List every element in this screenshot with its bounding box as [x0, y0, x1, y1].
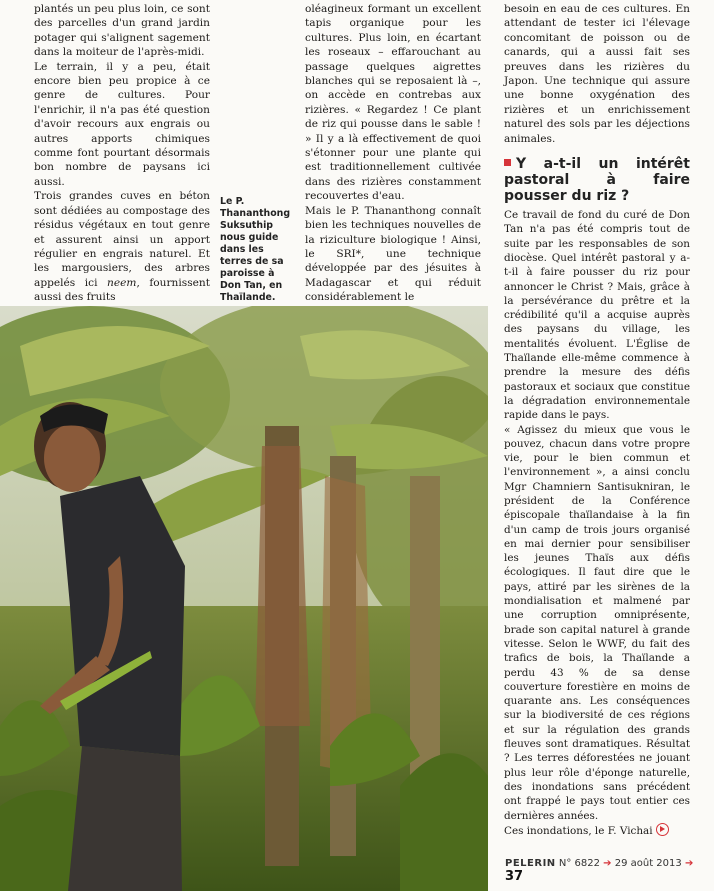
- italic-term: neem: [107, 276, 137, 289]
- paragraph: Le terrain, il y a peu, était encore bien peu propice à ce genre de cultures. Pour l'enrichir, il n'a pas été question d'avoir recours aux engrais ou autres apports chimiques comme font pourtant désormais bon nombre de paysans ici aussi.: [34, 60, 210, 188]
- section-subheading: [504, 156, 690, 204]
- paragraph: plantés un peu plus loin, ce sont des parcelles d'un grand jardin potager qui s'alignent sagement dans la moiteur de l'après-midi.: [34, 3, 210, 59]
- paragraph: [34, 189, 210, 304]
- paragraph: [504, 823, 690, 838]
- paragraph-text: Ces inondations, le F. Vichai: [504, 824, 653, 837]
- subheading-text: Y a-t-il un intérêt pastoral à faire pousser du riz ?: [504, 156, 690, 205]
- paragraph: « Agissez du mieux que vous le pouvez, chacun dans votre propre vie, pour le bien commun et l'environnement », a ainsi conclu Mgr Chamniern Santisukniran, le président de la Conférence épiscopale thaïlandaise à la fin d'un camp de trois jours organisé en mai dernier pour sensibiliser les jeunes Thaïs aux défis écologiques. Il faut dire que le pays, attiré par les sirènes de la mondialisation et malmené par une corruption omniprésente, brade son capital naturel à grande vitesse. Selon le WWF, du fait des trafics de bois, la Thaïlande a perdu 43 % de sa dense couverture forestière en moins de quarante ans. Les conséquences sur la biodiversité de ces régions et sur la régulation des grands fleuves sont dramatiques. Résultat ? Les terres déforestées ne jouant plus leur rôle d'éponge naturelle, des inondations sans précédent ont frappé le pays tout entier ces dernières années.: [504, 423, 690, 822]
- article-column-1: [34, 2, 210, 305]
- paragraph: Ce travail de fond du curé de Don Tan n'a pas été compris tout de suite par les responsables de son diocèse. Quel intérêt pastoral y a-t-il à faire pousser du riz pour annoncer le Christ ? Mais, grâce à la persévérance du prêtre et la crédibilité qu'il a acquise auprès des paysans du village, les mentalités évoluent. L'Église de Thaïlande elle-même commence à prendre la mesure des défis pastoraux et sociaux que constitue la dégradation environnementale rapide dans le pays.: [504, 209, 690, 422]
- photo-caption: Le P. Thananthong Suksuthip nous guide dans les terres de sa paroisse à Don Tan, en Thaïlande.: [220, 196, 291, 303]
- page-footer: [505, 858, 695, 884]
- article-column-2: [305, 2, 481, 305]
- page-number: 37: [505, 869, 524, 884]
- magazine-name: PELERIN: [505, 858, 556, 869]
- red-square-icon: [504, 159, 511, 166]
- photo-priest-in-garden: [0, 306, 488, 891]
- paragraph: Mais le P. Thananthong connaît bien les techniques nouvelles de la riziculture biologique ! Ainsi, le SRI*, une technique développée par des jésuites à Madagascar et qui réduit considérablement le: [305, 204, 481, 304]
- arrow-icon: ➔: [684, 858, 694, 869]
- paragraph-text: , fournissent aussi des fruits: [34, 276, 210, 304]
- article-photo: [0, 306, 488, 891]
- paragraph: besoin en eau de ces cultures. En attendant de tester ici l'élevage concomitant de poisson ou de canards, qui a aussi fait ses preuves dans les rizières du Japon. Une technique qui assure une bonne oxygénation des rizières et un enrichissement naturel des sols par les déjections animales.: [504, 3, 690, 145]
- arrow-icon: ➔: [603, 858, 612, 869]
- section-body: [504, 208, 690, 838]
- article-column-3: [504, 2, 690, 838]
- issue-number: N° 6822: [558, 858, 600, 869]
- paragraph: oléagineux formant un excellent tapis organique pour les cultures. Plus loin, en écartant les roseaux – effarouchant au passage quelques aigrettes blanches qui se reposaient là –, on accède en contrebas aux rizières. « Regardez ! Ce plant de riz qui pousse dans le sable ! » Il y a là effectivement de quoi s'étonner pour une plante qui est traditionnellement cultivée dans des rizières constamment recouvertes d'eau.: [305, 3, 481, 203]
- continue-arrow-icon: [656, 823, 669, 836]
- paragraph-text: Trois grandes cuves en béton sont dédiées au compostage des résidus végétaux en tout genre et assurent ainsi un apport régulier en engrais naturel. Et les margousiers, des arbres appelés ici: [34, 190, 210, 289]
- issue-date: 29 août 2013: [614, 858, 682, 869]
